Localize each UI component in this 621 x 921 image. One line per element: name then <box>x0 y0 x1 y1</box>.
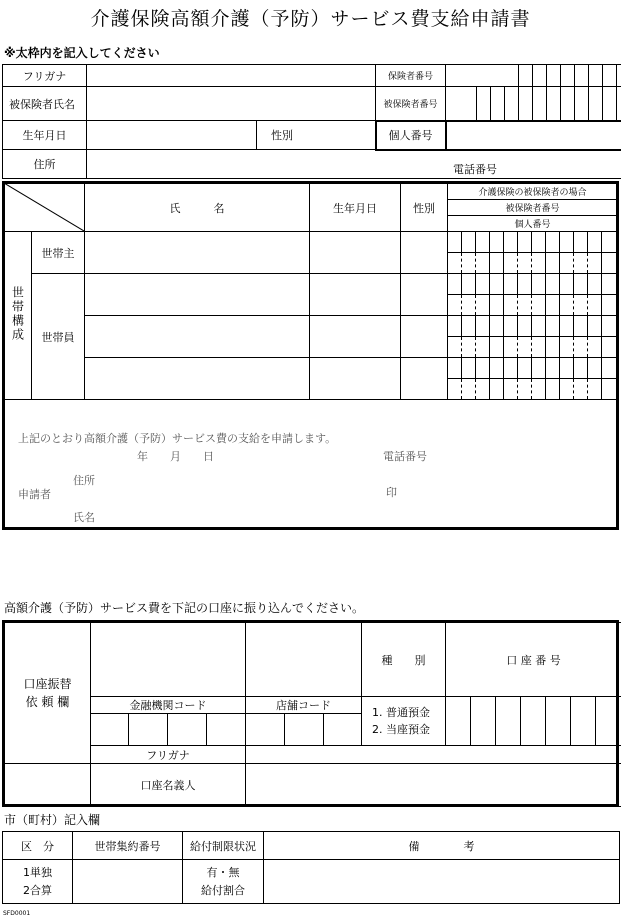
birth-date-label: 生年月日 <box>3 121 87 150</box>
apply-name-label: 氏名 <box>73 511 95 524</box>
gender-label: 性別 <box>257 121 376 150</box>
branch-code-digit[interactable] <box>285 714 324 746</box>
household-head-label: 世帯主 <box>32 232 85 274</box>
form-title: 介護保険高額介護（予防）サービス費支給申請書 <box>90 8 531 30</box>
head-birth-input[interactable] <box>310 232 401 274</box>
insured-no-label: 被保険者番号 <box>376 87 446 121</box>
member2-name-input[interactable] <box>85 316 310 358</box>
bank-code-digit[interactable] <box>168 714 207 746</box>
apply-address-label: 住所 <box>73 474 95 487</box>
bank-code-digit[interactable] <box>207 714 246 746</box>
account-digit[interactable] <box>521 697 546 746</box>
footer-code: SFD0001 <box>3 910 31 917</box>
branch-code-digit[interactable] <box>246 714 285 746</box>
member3-name-input[interactable] <box>85 358 310 400</box>
head-name-input[interactable] <box>85 232 310 274</box>
account-digit[interactable] <box>546 697 571 746</box>
kind-options[interactable] <box>362 697 446 746</box>
account-digit[interactable] <box>571 697 596 746</box>
col-gender: 性別 <box>401 184 448 232</box>
col-household-no: 世帯集約番号 <box>73 832 183 860</box>
transfer-label: 口座振替 依 頼 欄 <box>5 623 91 764</box>
branch-name-input[interactable] <box>246 623 362 697</box>
member1-gender-input[interactable] <box>401 274 448 316</box>
account-digit[interactable] <box>596 697 621 746</box>
phone-label: 電話番号 <box>453 162 497 176</box>
col-personal-no: 個人番号 <box>448 216 618 232</box>
kind-option-2[interactable]: 2. 当座預金 <box>372 723 431 736</box>
city-heading: 市（町村）記入欄 <box>4 813 101 827</box>
branch-code-digit[interactable] <box>324 714 362 746</box>
household-no-input[interactable] <box>73 860 183 904</box>
insurer-no-field[interactable] <box>446 65 519 87</box>
furigana-label: フリガナ <box>3 65 87 87</box>
branch-code-label: 店舗コード <box>246 697 362 714</box>
household-side-label: 世帯構成 <box>5 232 32 400</box>
kind-label: 種 別 <box>362 623 446 697</box>
col-insured-no: 被保険者番号 <box>448 200 618 216</box>
apply-date: 年 月 日 <box>137 450 214 463</box>
remarks-input[interactable] <box>264 860 620 904</box>
household-table <box>4 183 618 400</box>
birth-date-input[interactable] <box>87 121 257 150</box>
col-remarks: 備 考 <box>264 832 620 860</box>
holder-input[interactable] <box>246 764 621 807</box>
city-table <box>2 831 620 904</box>
bank-name-input[interactable] <box>91 623 246 697</box>
col-name: 氏 名 <box>85 184 310 232</box>
insured-name-label: 被保険者氏名 <box>3 87 87 121</box>
holder-furigana-input[interactable] <box>246 746 621 764</box>
insured-info-table <box>2 64 621 179</box>
account-digit[interactable] <box>446 697 471 746</box>
address-input[interactable] <box>87 150 621 179</box>
kind-option-1[interactable]: 1. 普通預金 <box>372 706 431 719</box>
col-care-header: 介護保険の被保険者の場合 <box>448 184 618 200</box>
limit-options: 有・無 給付割合 <box>183 860 264 904</box>
insured-name-input[interactable] <box>87 87 376 121</box>
col-limit: 給付制限状況 <box>183 832 264 860</box>
applicant-label: 申請者 <box>18 488 51 501</box>
apply-phone-label: 電話番号 <box>383 450 427 463</box>
bank-heading: 高額介護（予防）サービス費を下記の口座に振り込んでください。 <box>4 601 365 615</box>
col-birth: 生年月日 <box>310 184 401 232</box>
instruction-note: ※太枠内を記入してください <box>4 46 160 60</box>
class-options: 1単独 2合算 <box>3 860 73 904</box>
col-class: 区 分 <box>3 832 73 860</box>
bank-code-digit[interactable] <box>91 714 129 746</box>
address-label: 住所 <box>3 150 87 179</box>
apply-seal: 印 <box>386 486 397 499</box>
member2-birth-input[interactable] <box>310 316 401 358</box>
account-digit[interactable] <box>496 697 521 746</box>
personal-no-field[interactable] <box>446 121 621 150</box>
household-member-label: 世帯員 <box>32 274 85 400</box>
member2-gender-input[interactable] <box>401 316 448 358</box>
bank-code-digit[interactable] <box>129 714 168 746</box>
member3-gender-input[interactable] <box>401 358 448 400</box>
bank-code-label: 金融機関コード <box>91 697 246 714</box>
holder-furigana-label: フリガナ <box>91 746 246 764</box>
head-gender-input[interactable] <box>401 232 448 274</box>
holder-label: 口座名義人 <box>91 764 246 807</box>
account-no-label: 口 座 番 号 <box>446 623 621 697</box>
personal-no-label: 個人番号 <box>376 121 446 150</box>
furigana-input[interactable] <box>87 65 376 87</box>
member1-birth-input[interactable] <box>310 274 401 316</box>
apply-statement: 上記のとおり高額介護（予防）サービス費の支給を申請します。 <box>18 432 337 445</box>
bank-table <box>4 622 621 807</box>
insured-no-field[interactable] <box>446 87 477 121</box>
member1-name-input[interactable] <box>85 274 310 316</box>
account-digit[interactable] <box>471 697 496 746</box>
insurer-no-label: 保険者番号 <box>376 65 446 87</box>
member3-birth-input[interactable] <box>310 358 401 400</box>
